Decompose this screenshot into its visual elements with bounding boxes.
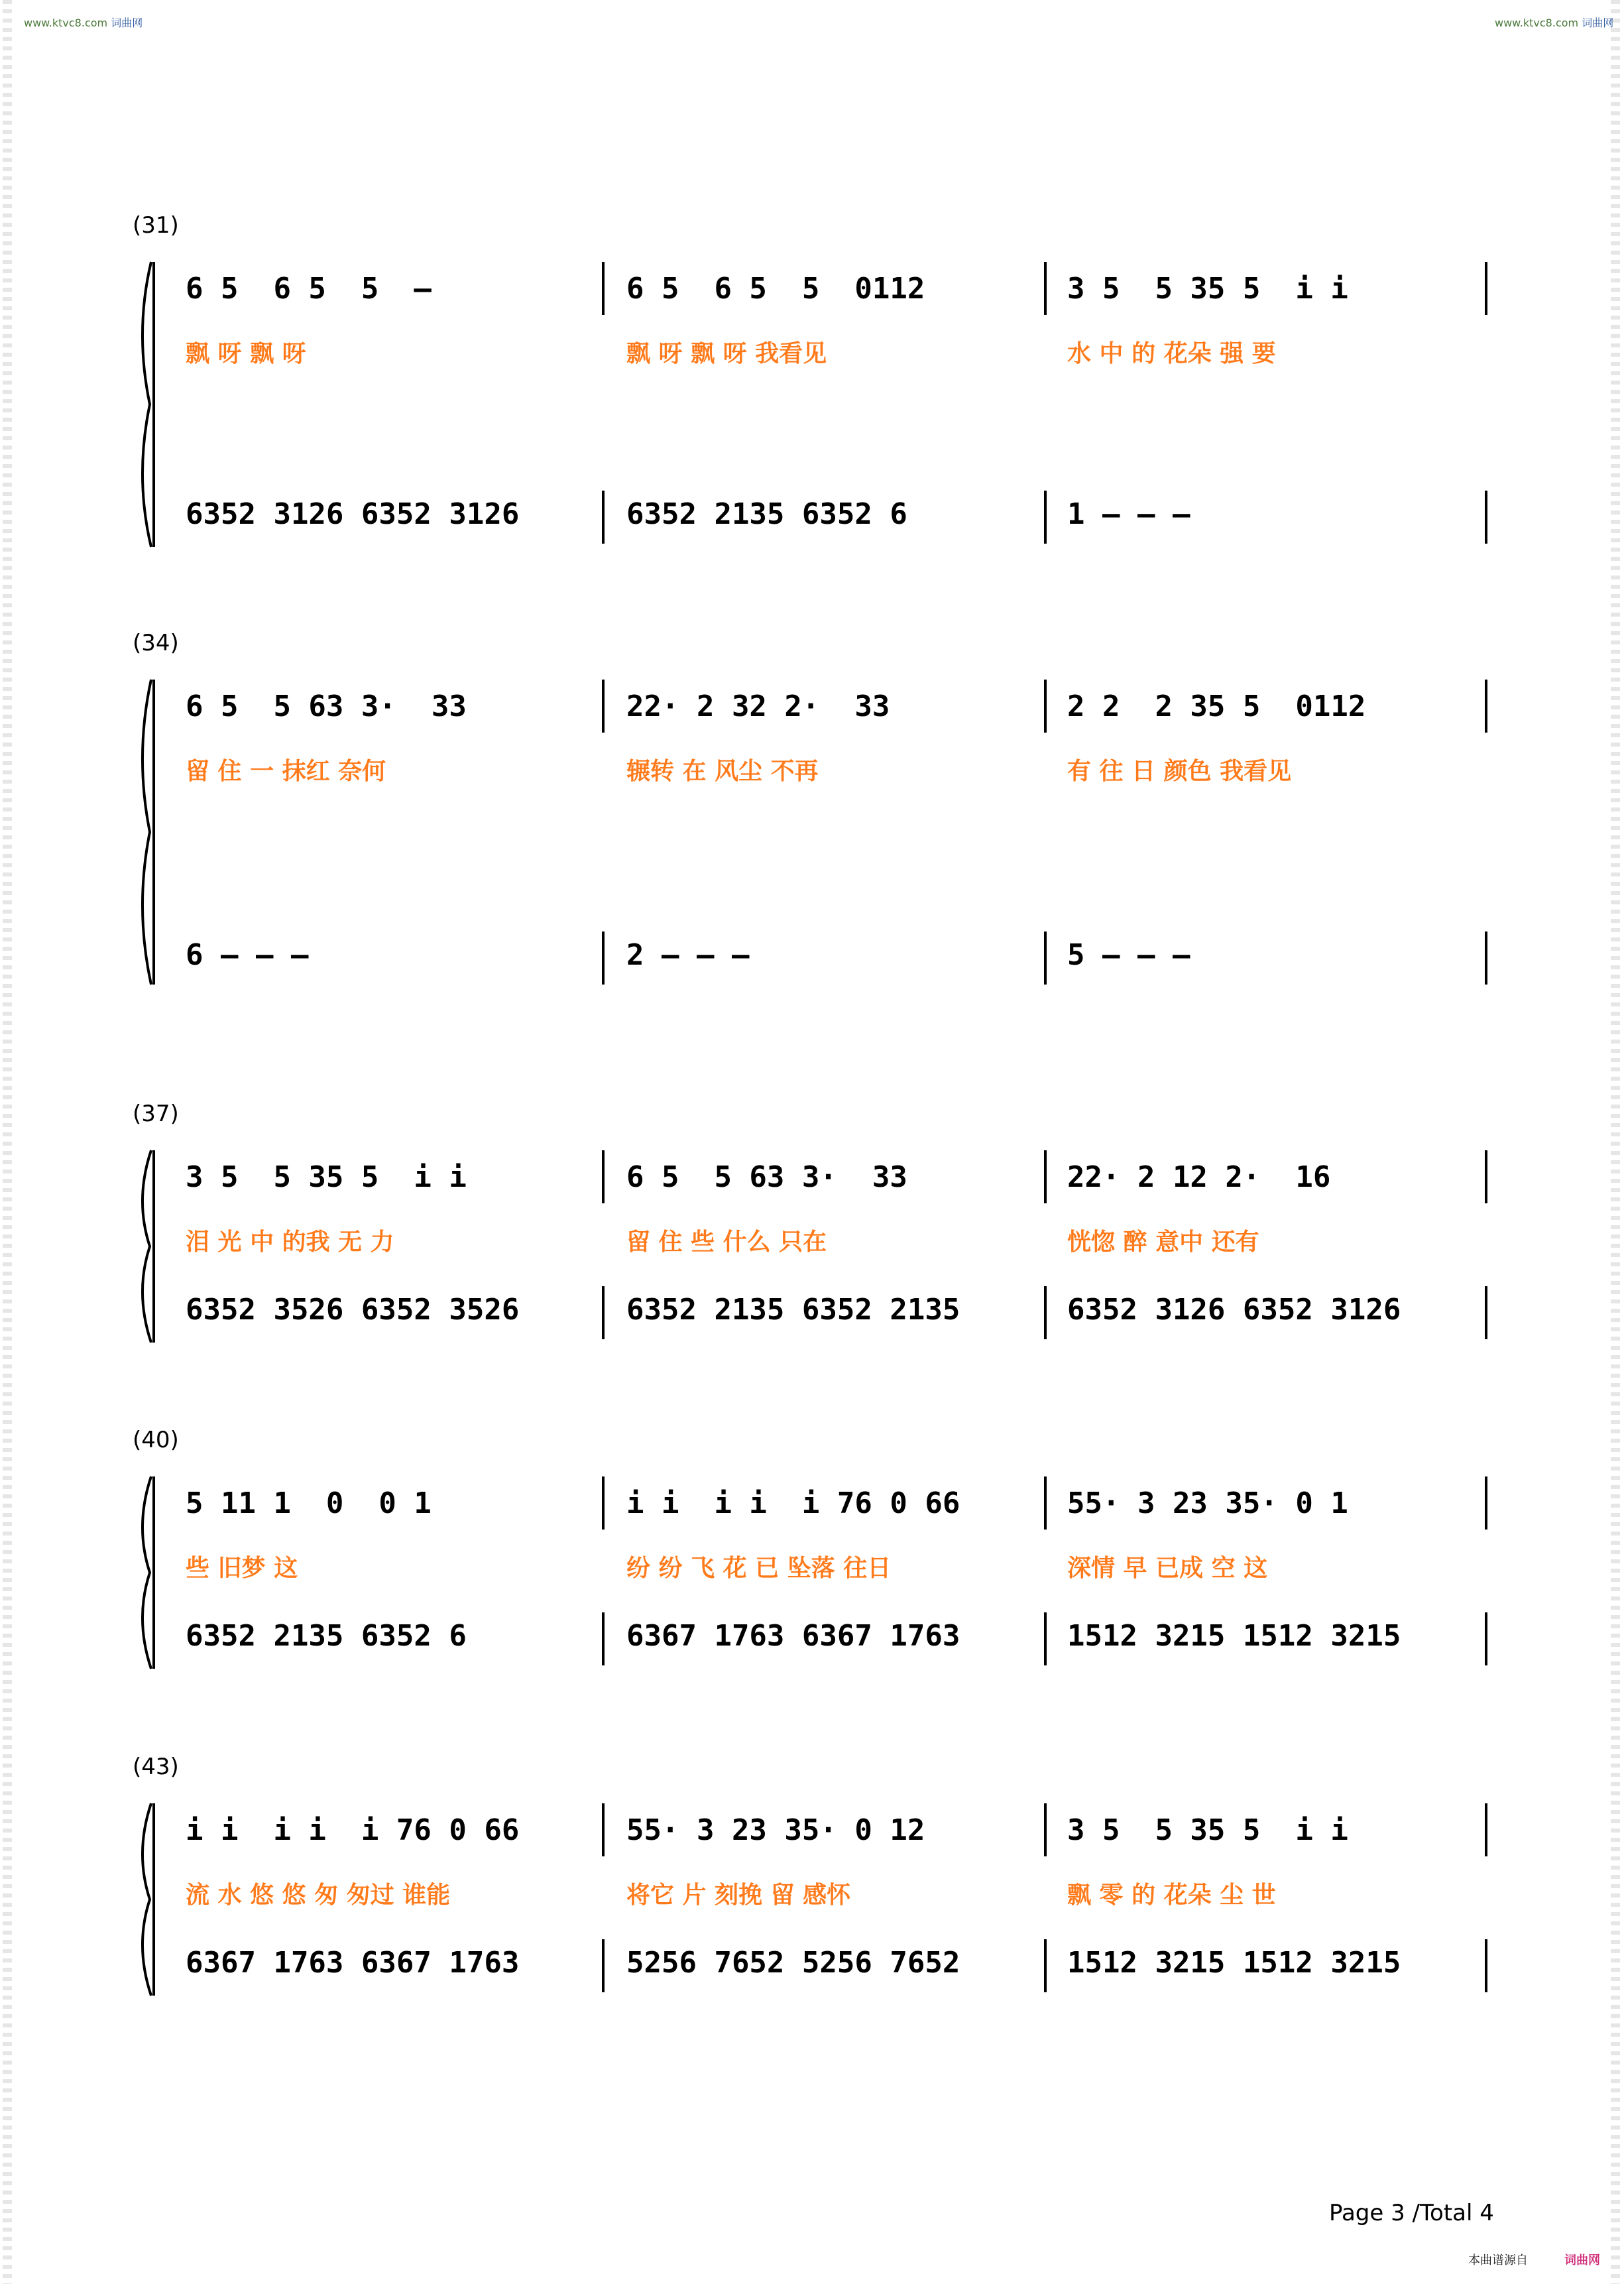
barline xyxy=(1485,680,1487,733)
accomp-bar: 5 – – – xyxy=(1067,938,1190,972)
accomp-bar: 6352 2135 6352 2135 xyxy=(626,1293,960,1327)
lyric-line: 飘 呀 飘 呀 xyxy=(186,340,306,367)
system-barline xyxy=(152,1476,155,1669)
accomp-bar: 6367 1763 6367 1763 xyxy=(186,1946,520,1980)
melody-bar: i i i i i 76 0 66 xyxy=(186,1813,520,1847)
header-left-cn[interactable]: 词曲网 xyxy=(111,17,143,29)
accomp-bar: 6352 3126 6352 3126 xyxy=(186,497,520,531)
accomp-bar: 6352 3526 6352 3526 xyxy=(186,1293,520,1327)
measure-number: (40) xyxy=(133,1427,179,1453)
barline xyxy=(602,680,605,733)
score-system-31 xyxy=(126,212,1491,557)
lyric-line: 流 水 悠 悠 匆 匆过 谁能 xyxy=(186,1882,451,1909)
barline xyxy=(602,932,605,985)
melody-bar: 3 5 5 35 5 i i xyxy=(1067,1813,1348,1847)
accomp-bar: 1512 3215 1512 3215 xyxy=(1067,1946,1401,1980)
barline xyxy=(1485,1476,1487,1530)
system-barline xyxy=(152,680,155,985)
melody-bar: 6 5 5 63 3· 33 xyxy=(626,1160,907,1194)
barline xyxy=(602,1286,605,1339)
header-right xyxy=(1495,15,1613,30)
barline xyxy=(1044,1939,1047,1992)
footer-brand-label: 本曲谱源自 xyxy=(1468,2254,1528,2267)
barline xyxy=(1044,1150,1047,1203)
accomp-bar: 6352 3126 6352 3126 xyxy=(1067,1293,1401,1327)
system-barline xyxy=(152,262,155,547)
barline xyxy=(1485,262,1487,315)
barline xyxy=(602,1612,605,1665)
lyric-line: 留 住 些 什么 只在 xyxy=(626,1229,827,1256)
barline xyxy=(1485,1939,1487,1992)
barline xyxy=(1044,680,1047,733)
lyric-line: 辗转 在 风尘 不再 xyxy=(626,758,819,785)
score-system-43 xyxy=(126,1754,1491,2012)
right-margin-strip xyxy=(1611,0,1620,2284)
header-left xyxy=(24,15,143,30)
barline xyxy=(602,1803,605,1856)
melody-bar: i i i i i 76 0 66 xyxy=(626,1486,960,1520)
score-system-40 xyxy=(126,1427,1491,1685)
lyric-line: 有 往 日 颜色 我看见 xyxy=(1067,758,1292,785)
barline xyxy=(602,491,605,544)
lyric-line: 纷 纷 飞 花 已 坠落 往日 xyxy=(626,1555,892,1582)
barline xyxy=(1044,1612,1047,1665)
accomp-bar: 1512 3215 1512 3215 xyxy=(1067,1619,1401,1653)
footer-brand-link[interactable]: 词曲网 xyxy=(1564,2254,1600,2267)
melody-bar: 22· 2 32 2· 33 xyxy=(626,690,890,723)
melody-bar: 5 11 1 0 0 1 xyxy=(186,1486,432,1520)
measure-number: (43) xyxy=(133,1754,179,1780)
accomp-bar: 1 – – – xyxy=(1067,497,1190,531)
lyric-line: 恍惚 醉 意中 还有 xyxy=(1067,1229,1259,1256)
barline xyxy=(1485,1150,1487,1203)
measure-number: (37) xyxy=(133,1101,179,1127)
left-margin-strip xyxy=(3,0,12,2284)
barline xyxy=(602,1150,605,1203)
measure-number: (34) xyxy=(133,630,179,656)
barline xyxy=(1485,932,1487,985)
lyric-line: 飘 零 的 花朵 尘 世 xyxy=(1067,1882,1276,1909)
melody-bar: 3 5 5 35 5 i i xyxy=(186,1160,467,1194)
melody-bar: 22· 2 12 2· 16 xyxy=(1067,1160,1331,1194)
measure-number: (31) xyxy=(133,212,179,239)
barline xyxy=(1044,932,1047,985)
melody-bar: 55· 3 23 35· 0 1 xyxy=(1067,1486,1348,1520)
accomp-bar: 6367 1763 6367 1763 xyxy=(626,1619,960,1653)
melody-bar: 6 5 6 5 5 – xyxy=(186,272,432,306)
accomp-bar: 5256 7652 5256 7652 xyxy=(626,1946,960,1980)
barline xyxy=(1044,491,1047,544)
lyric-line: 泪 光 中 的我 无 力 xyxy=(186,1229,394,1256)
melody-bar: 3 5 5 35 5 i i xyxy=(1067,272,1348,306)
lyric-line: 飘 呀 飘 呀 我看见 xyxy=(626,340,827,367)
accomp-bar: 6 – – – xyxy=(186,938,309,972)
accomp-bar: 2 – – – xyxy=(626,938,750,972)
barline xyxy=(602,1476,605,1530)
score-system-34 xyxy=(126,630,1491,1028)
barline xyxy=(602,262,605,315)
system-barline xyxy=(152,1803,155,1996)
accomp-bar: 6352 2135 6352 6 xyxy=(186,1619,467,1653)
header-right-cn[interactable]: 词曲网 xyxy=(1582,17,1614,29)
melody-bar: 55· 3 23 35· 0 12 xyxy=(626,1813,925,1847)
melody-bar: 6 5 6 5 5 0112 xyxy=(626,272,925,306)
header-right-site[interactable]: www.ktvc8.com xyxy=(1495,17,1579,29)
barline xyxy=(1044,1286,1047,1339)
accomp-bar: 6352 2135 6352 6 xyxy=(626,497,907,531)
system-barline xyxy=(152,1150,155,1343)
barline xyxy=(1485,1803,1487,1856)
barline xyxy=(1044,1803,1047,1856)
lyric-line: 些 旧梦 这 xyxy=(186,1555,298,1582)
lyric-line: 深情 早 已成 空 这 xyxy=(1067,1555,1268,1582)
score-system-37 xyxy=(126,1101,1491,1359)
lyric-line: 水 中 的 花朵 强 要 xyxy=(1067,340,1276,367)
lyric-line: 留 住 一 抹红 奈何 xyxy=(186,758,386,785)
barline xyxy=(1485,1612,1487,1665)
barline xyxy=(1044,1476,1047,1530)
melody-bar: 2 2 2 35 5 0112 xyxy=(1067,690,1366,723)
barline xyxy=(1485,491,1487,544)
barline xyxy=(602,1939,605,1992)
barline xyxy=(1044,262,1047,315)
barline xyxy=(1485,1286,1487,1339)
melody-bar: 6 5 5 63 3· 33 xyxy=(186,690,467,723)
page-indicator: Page 3 /Total 4 xyxy=(1329,2200,1494,2226)
lyric-line: 将它 片 刻挽 留 感怀 xyxy=(626,1882,851,1909)
header-left-site[interactable]: www.ktvc8.com xyxy=(24,17,108,29)
